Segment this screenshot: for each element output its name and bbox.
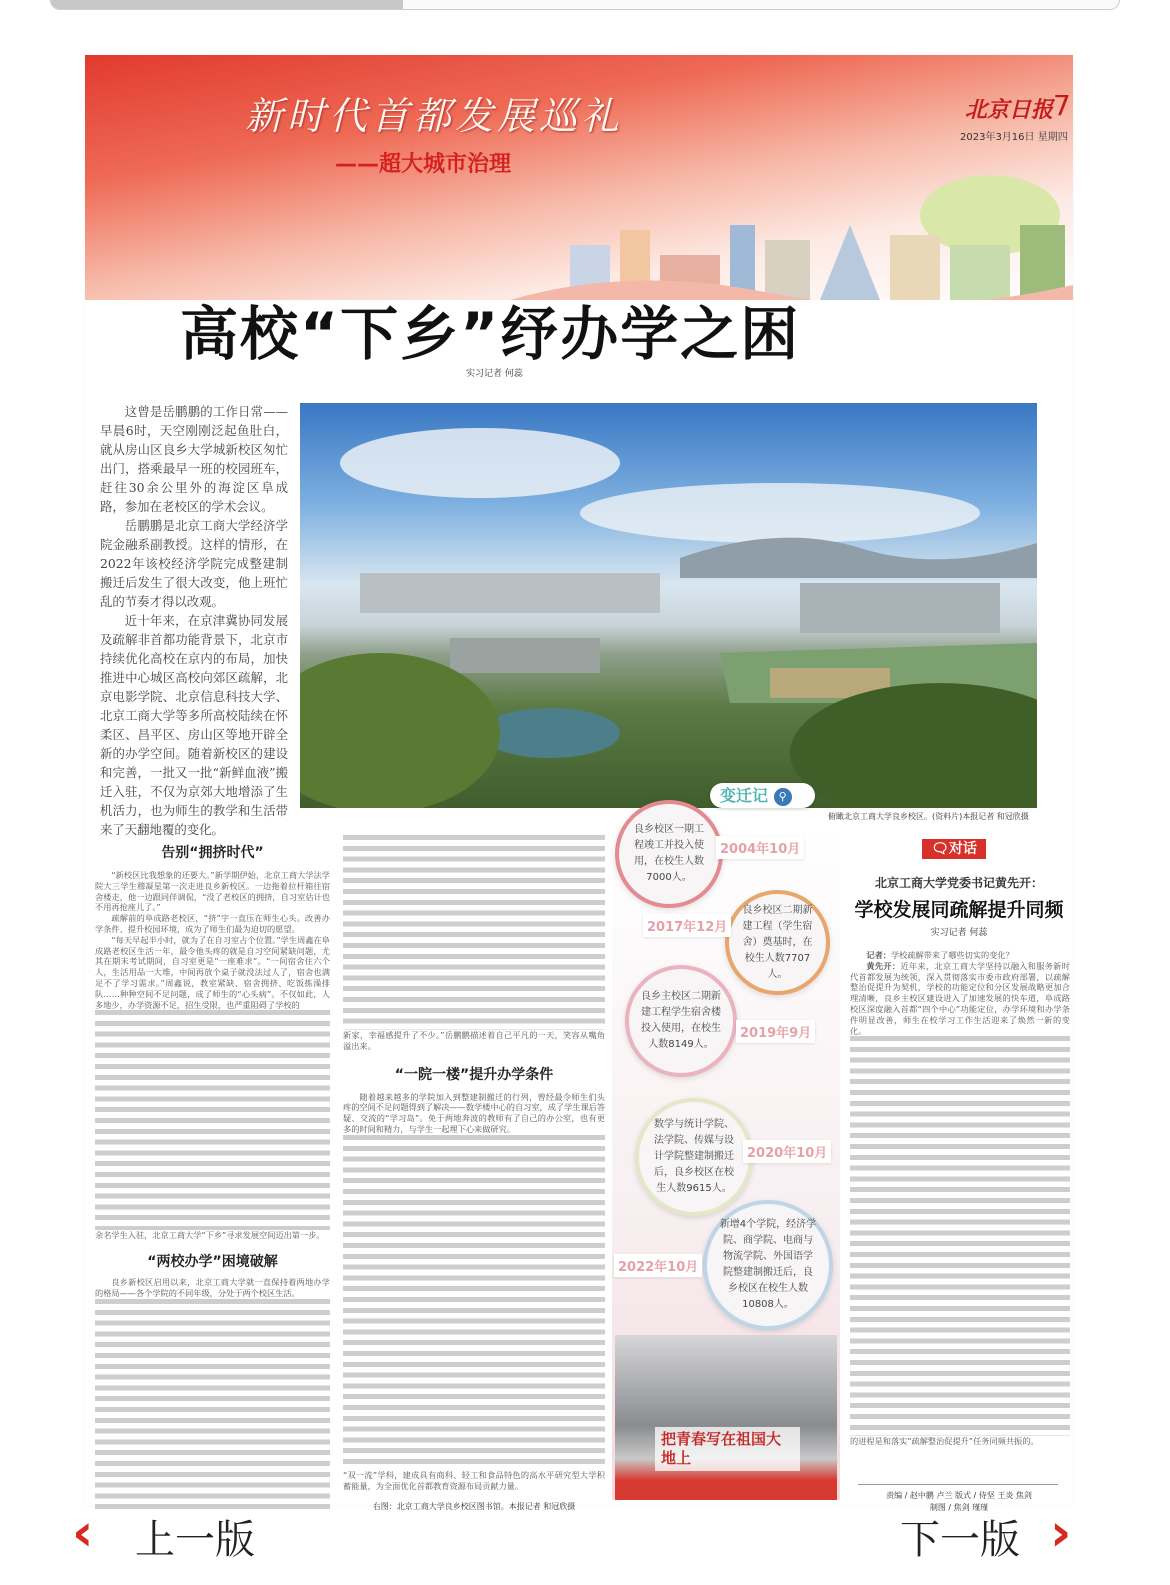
- timeline-title-text: 变迁记: [720, 786, 769, 805]
- section-banner: [85, 55, 1073, 300]
- timeline-date: 2020年10月: [743, 1140, 831, 1163]
- speech-bubble-icon: 🗨: [931, 841, 949, 857]
- timeline-circle: 良乡主校区二期新建工程学生宿舍楼投入使用，在校生人数8149人。: [625, 965, 737, 1077]
- interview-body: [850, 950, 1070, 1447]
- interview-title: 学校发展同疏解提升同频: [854, 899, 1064, 921]
- timeline-date: 2019年9月: [736, 1020, 815, 1043]
- section-heading: 告别“拥挤时代”: [161, 845, 264, 861]
- text-lines: [95, 1299, 330, 1514]
- paragraph: 疏解前的阜成路老校区，“挤”字一直压在师生心头。改善办学条件、提升校园环境，成为了师生们最为迫切的愿望。: [95, 913, 330, 934]
- timeline-circle: 数学与统计学院、法学院、传媒与设计学院整建制搬迁后，良乡校区在校生人数9615人。: [635, 1098, 753, 1216]
- article-column-1: [95, 830, 330, 1514]
- text-lines: [95, 1010, 330, 1230]
- publication-date: 2023年3月16日 星期四: [960, 132, 1068, 143]
- masthead-logo: 北京日报: [965, 97, 1054, 123]
- campus-sign: 把青春写在祖国大地上: [655, 1427, 800, 1471]
- section-body: [95, 870, 330, 1010]
- next-page-button[interactable]: 下一版: [900, 1517, 1020, 1563]
- timeline-title: [710, 783, 815, 808]
- paragraph: 随着越来越多的学院加入到整建制搬迁的行列，曾经最令师生们头疼的空间不足问题得到了解决——数学楼中心的自习室，成了学生课后答疑、交流的“学习岛”。免于两地奔波的教师有了自己的办公室，也有更多的时间和精力，与学生一起埋下心来做研究。: [343, 1091, 606, 1134]
- divider: [858, 1484, 1058, 1485]
- article-byline: 实习记者 何蕊: [466, 369, 523, 379]
- answer: 近年来，北京工商大学坚持以融入和服务新时代首都发展为统领，深入贯彻落实市委市政府部署，以疏解整治促提升为契机，学校的功能定位和分区发展战略更加合理清晰，良乡主校区建设进入了加速发展的快车道，阜成路校区深度融入首都“四个中心”功能定位，办学环境和办学条件明显改善，师生在校学习工作生活迎来了焕然一新的变化。: [850, 960, 1070, 1036]
- chevron-left-icon[interactable]: ‹: [72, 1503, 94, 1563]
- dialogue-badge: [922, 839, 986, 859]
- credits-line: 责编 / 赵中鹏 卢兰 版式 / 侍坚 王炎 焦剑: [886, 1491, 1032, 1500]
- lead-paragraph: 岳鹏鹏是北京工商大学经济学院金融系副教授。这样的情形，在2022年该校经济学院完成整建制搬迁后发生了很大改变，他上班忙乱的节奏才得以改观。: [100, 518, 288, 609]
- lead-column: [100, 402, 288, 839]
- timeline-date: 2004年10月: [716, 836, 804, 859]
- paragraph: “双一流”学科，建成具有商科、轻工和食品特色的高水平研究型大学积蓄能量，为全面优化首都教育资源布局贡献力量。: [343, 1469, 605, 1491]
- page-number: 7: [1053, 89, 1071, 122]
- paragraph: “新校区比我想象的还要大。”新学期伊始，北京工商大学法学院大三学生穆凝星第一次走进良乡新校区。一边拖着拉杆箱往宿舍楼走，他一边跟同伴调侃，“没了老校区的拥挤，自习室估计也不用再抢座儿了。”: [95, 870, 330, 913]
- lead-paragraph: 这曾是岳鹏鹏的工作日常——早晨6时，天空刚刚泛起鱼肚白，就从房山区良乡大学城新校区匆忙出门，搭乘最早一班的校园班车，赶往30余公里外的海淀区阜成路，参加在老校区的学术会议。: [100, 404, 288, 514]
- prev-page-button[interactable]: 上一版: [135, 1517, 255, 1563]
- badge-text: 对话: [948, 841, 977, 857]
- text-lines: [343, 835, 605, 1030]
- section-heading: “两校办学”困境破解: [147, 1254, 278, 1271]
- article-headline: 高校“下乡”纾办学之困: [180, 300, 801, 368]
- credits-line: 制图 / 焦剑 瑾瑾: [929, 1503, 989, 1512]
- text-lines: [343, 1135, 605, 1470]
- photo-caption: 俯瞰北京工商大学良乡校区。(资料片)本报记者 和冠欣摄: [828, 812, 1029, 821]
- scrollbar-thumb[interactable]: [51, 0, 403, 9]
- text-lines: [850, 1036, 1070, 1436]
- paragraph: 的进程是和落实“疏解整治促提升”任务同频共振的。: [850, 1436, 1039, 1447]
- campus-aerial-photo: [300, 403, 1037, 808]
- interview-byline: 实习记者 何蕊: [930, 928, 988, 938]
- library-photo: [615, 1335, 837, 1500]
- series-subtitle: ——超大城市治理: [335, 152, 512, 177]
- article-column-2: [343, 835, 605, 1512]
- timeline-date: 2022年10月: [614, 1254, 702, 1277]
- page-scrollbar[interactable]: [50, 0, 1120, 10]
- speaker-label: 记者：: [866, 950, 891, 960]
- speaker-label: 黄先开：: [866, 960, 901, 971]
- paragraph: 新家，幸福感提升了不少。”岳鹏鹏描述着自己平凡的一天，笑容从嘴角溢出来。: [343, 1030, 605, 1051]
- timeline-circle: 新增4个学院，经济学院、商学院、电商与物流学院、外国语学院整建制搬迁后，良乡校区在校生人数10808人。: [703, 1200, 833, 1330]
- series-title: 新时代首都发展巡礼: [245, 94, 624, 138]
- paragraph: 良乡新校区启用以来，北京工商大学就一直保持着两地办学的格局——各个学院的不同年级，分处于两个校区生活。: [95, 1277, 330, 1298]
- timeline-circle: 良乡校区一期工程竣工并投入使用，在校生人数7000人。: [615, 800, 723, 908]
- paragraph: “每天早起半小时，就为了在自习室占个位置。”学生周鑫在阜成路老校区生活一年，最令他头疼的就是自习空间紧缺问题，尤其在期末考试期间，自习室更是“一座难求”。“一间宿舍住六个人，生活用品一大堆，中间再放个桌子就没法过人了，宿舍也满足不了学习需求。”周鑫说，教室紧缺、宿舍拥挤、吃饭拣澡排队……种种空间不足问题，成了师生的“心头病”。不仅如此，人多地少，办学资源不足，招生受限，也严重阻碍了学校的: [95, 934, 330, 1010]
- interview-subtitle: 北京工商大学党委书记黄先开：: [874, 876, 1043, 890]
- city-illustration: [510, 175, 1073, 300]
- search-icon: ⚲: [774, 788, 792, 806]
- paragraph: 余名学生入驻，北京工商大学“下乡”寻求发展空间迈出第一步。: [95, 1230, 325, 1241]
- photo-caption: 右图：北京工商大学良乡校区图书馆。本报记者 和冠欣摄: [372, 1502, 576, 1512]
- timeline-circle: 良乡校区二期新建工程（学生宿舍）奠基时，在校生人数7707人。: [725, 890, 830, 995]
- section-heading: “一院一楼”提升办学条件: [394, 1066, 554, 1083]
- question: 学校疏解带来了哪些切实的变化？: [890, 950, 1014, 960]
- lead-paragraph: 近十年来，在京津冀协同发展及疏解非首都功能背景下，北京市持续优化高校在京内的布局，加快推进中心城区高校向郊区疏解，北京电影学院、北京信息科技大学、北京工商大学等多所高校陆续在怀柔区、昌平区、房山区等地开辟全新的办学空间。随着新校区的建设和完善，一批又一批“新鲜血液”搬迁入驻，不仅为京郊大地增添了生机活力，也为师生的教学和生活带来了天翻地覆的变化。: [100, 613, 288, 837]
- chevron-right-icon[interactable]: ›: [1050, 1503, 1072, 1563]
- timeline-date: 2017年12月: [643, 914, 731, 937]
